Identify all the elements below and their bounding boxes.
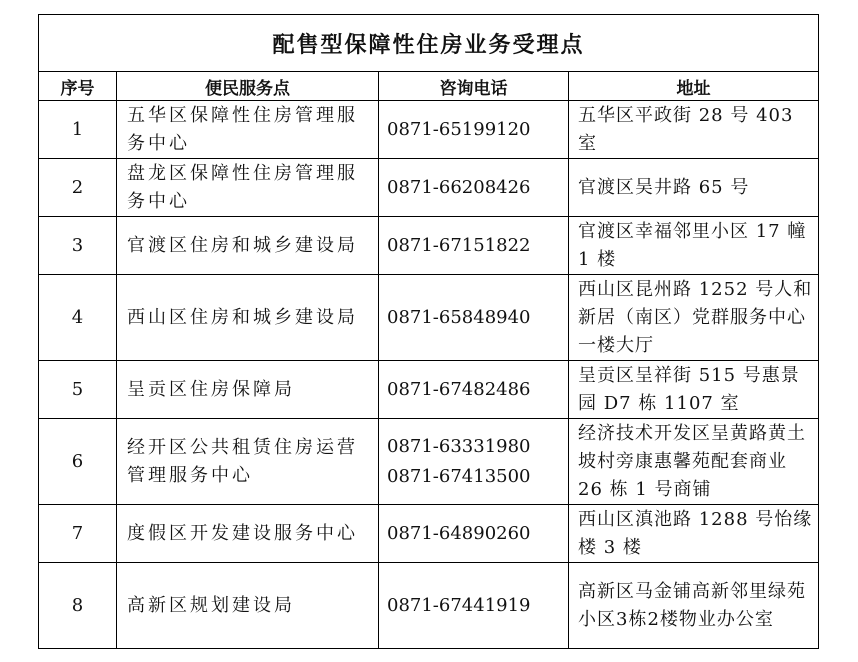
table-title: 配售型保障性住房业务受理点 [39,15,819,72]
phone-cell [379,361,569,419]
header-service-point: 便民服务点 [117,72,379,101]
header-phone: 咨询电话 [379,72,569,101]
phone-number: 0871-64890260 [387,522,531,544]
row-index: 3 [39,217,117,275]
phone-number: 0871-66208426 [387,176,531,198]
row-index: 4 [39,275,117,361]
table-row [39,275,819,361]
address-cell: 官渡区吴井路 65 号 [569,159,819,217]
row-index: 5 [39,361,117,419]
phone-number: 0871-67482486 [387,378,531,400]
phone-number: 0871-67441919 [387,594,531,616]
row-index: 6 [39,419,117,505]
phone-number: 0871-63331980 [387,435,531,457]
table-row [39,419,819,505]
table-row [39,563,819,649]
address-cell: 五华区平政街 28 号 403 室 [569,101,819,159]
service-point-name: 呈贡区住房保障局 [117,361,379,419]
service-point-name: 盘龙区保障性住房管理服务中心 [117,159,379,217]
phone-number: 0871-67413500 [387,465,531,487]
table-row [39,505,819,563]
header-address: 地址 [569,72,819,101]
phone-cell [379,101,569,159]
service-point-name: 度假区开发建设服务中心 [117,505,379,563]
phone-number: 0871-65199120 [387,118,531,140]
table-row [39,159,819,217]
address-cell: 高新区马金铺高新邻里绿苑小区3栋2楼物业办公室 [569,563,819,649]
phone-cell [379,505,569,563]
service-point-name: 经开区公共租赁住房运营管理服务中心 [117,419,379,505]
address-cell: 官渡区幸福邻里小区 17 幢 1 楼 [569,217,819,275]
phone-cell [379,563,569,649]
address-cell: 经济技术开发区呈黄路黄土坡村旁康惠馨苑配套商业 26 栋 1 号商铺 [569,419,819,505]
address-cell: 呈贡区呈祥街 515 号惠景园 D7 栋 1107 室 [569,361,819,419]
table-row [39,361,819,419]
row-index: 1 [39,101,117,159]
row-index: 7 [39,505,117,563]
table-body [39,101,819,649]
address-cell: 西山区滇池路 1288 号怡缘楼 3 楼 [569,505,819,563]
service-points-table [38,14,819,649]
service-point-name: 高新区规划建设局 [117,563,379,649]
row-index: 2 [39,159,117,217]
table-row [39,101,819,159]
table-row [39,217,819,275]
header-index: 序号 [39,72,117,101]
phone-number: 0871-67151822 [387,234,531,256]
header-row [39,72,819,101]
phone-cell [379,217,569,275]
service-point-name: 五华区保障性住房管理服务中心 [117,101,379,159]
phone-cell [379,159,569,217]
row-index: 8 [39,563,117,649]
phone-cell [379,419,569,505]
address-cell: 西山区昆州路 1252 号人和新居（南区）党群服务中心一楼大厅 [569,275,819,361]
phone-number: 0871-65848940 [387,306,531,328]
service-point-name: 西山区住房和城乡建设局 [117,275,379,361]
phone-cell [379,275,569,361]
service-point-name: 官渡区住房和城乡建设局 [117,217,379,275]
